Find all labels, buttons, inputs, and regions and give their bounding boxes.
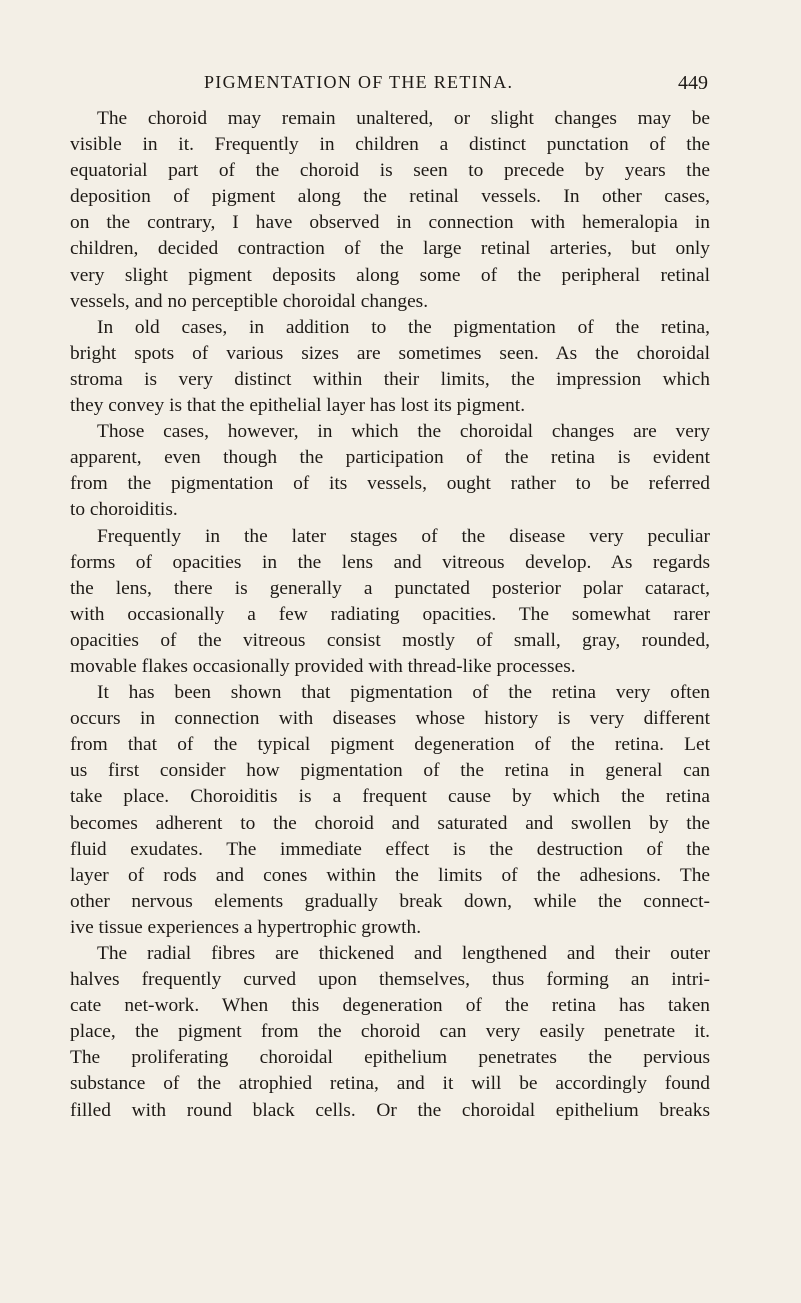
text-line: layer of rods and cones within the limits of the adhesions. The [70,864,710,886]
text-line: It has been shown that pigmentation of the retina very often [97,682,710,704]
text-line: very slight pigment deposits along some of the peripheral retinal [70,264,710,286]
text-line: The radial fibres are thickened and lengthened and their outer [97,943,710,964]
text-line: vessels, and no perceptible choroidal changes. [70,290,429,312]
text-line: The proliferating choroidal epithelium penetrates the pervious [70,1047,710,1069]
text-line: The choroid may remain unaltered, or slight changes may be [97,108,710,129]
text-line: other nervous elements gradually break down, while the connect- [70,890,710,912]
text-line: on the contrary, I have observed in connection with hemeralopia in [70,212,710,234]
text-line: take place. Choroiditis is a frequent cause by which the retina [70,786,710,808]
text-line: forms of opacities in the lens and vitreous develop. As regards [70,551,710,573]
text-line: opacities of the vitreous consist mostly of small, gray, rounded, [70,629,710,651]
text-line: movable flakes occasionally provided with thread-like processes. [70,655,576,677]
text-line: Frequently in the later stages of the disease very peculiar [97,525,710,547]
text-line: bright spots of various sizes are sometimes seen. As the choroidal [70,342,710,364]
text-line: from that of the typical pigment degeneration of the retina. Let [70,734,710,756]
running-title: PIGMENTATION OF THE RETINA. [204,72,514,92]
text-line: In old cases, in addition to the pigmentation of the retina, [97,316,710,338]
text-line: filled with round black cells. Or the choroidal epithelium breaks [70,1099,710,1121]
text-line: cate net-work. When this degeneration of the retina has taken [70,995,710,1017]
text-line: from the pigmentation of its vessels, ought rather to be referred [70,473,710,495]
text-line: fluid exudates. The immediate effect is the destruction of the [70,838,710,860]
text-line: equatorial part of the choroid is seen to precede by years the [70,160,710,182]
text-line: ive tissue experiences a hypertrophic growth. [70,916,422,938]
body-text [70,106,710,1124]
text-line: children, decided contraction of the large retinal arteries, but only [70,238,710,260]
text-line: place, the pigment from the choroid can very easily penetrate it. [70,1021,710,1043]
text-line: occurs in connection with diseases whose history is very different [70,708,710,730]
text-line: substance of the atrophied retina, and it will be accordingly found [70,1073,710,1095]
text-line: halves frequently curved upon themselves, thus forming an intri- [70,969,710,991]
text-line: Those cases, however, in which the choroidal changes are very [97,421,710,443]
text-line: with occasionally a few radiating opacities. The somewhat rarer [70,603,710,625]
text-line: us first consider how pigmentation of the retina in general can [70,760,710,782]
text-line: visible in it. Frequently in children a distinct punctation of the [70,134,710,156]
page-header [112,72,708,102]
text-line: apparent, even though the participation of the retina is evident [70,447,710,469]
text-line: stroma is very distinct within their limits, the impression which [70,368,710,390]
page-number: 449 [678,72,708,94]
text-line: deposition of pigment along the retinal vessels. In other cases, [70,186,710,208]
text-line: the lens, there is generally a punctated posterior polar cataract, [70,577,710,599]
text-line: becomes adherent to the choroid and saturated and swollen by the [70,812,710,834]
text-line: they convey is that the epithelial layer has lost its pigment. [70,395,526,417]
text-line: to choroiditis. [70,499,178,521]
